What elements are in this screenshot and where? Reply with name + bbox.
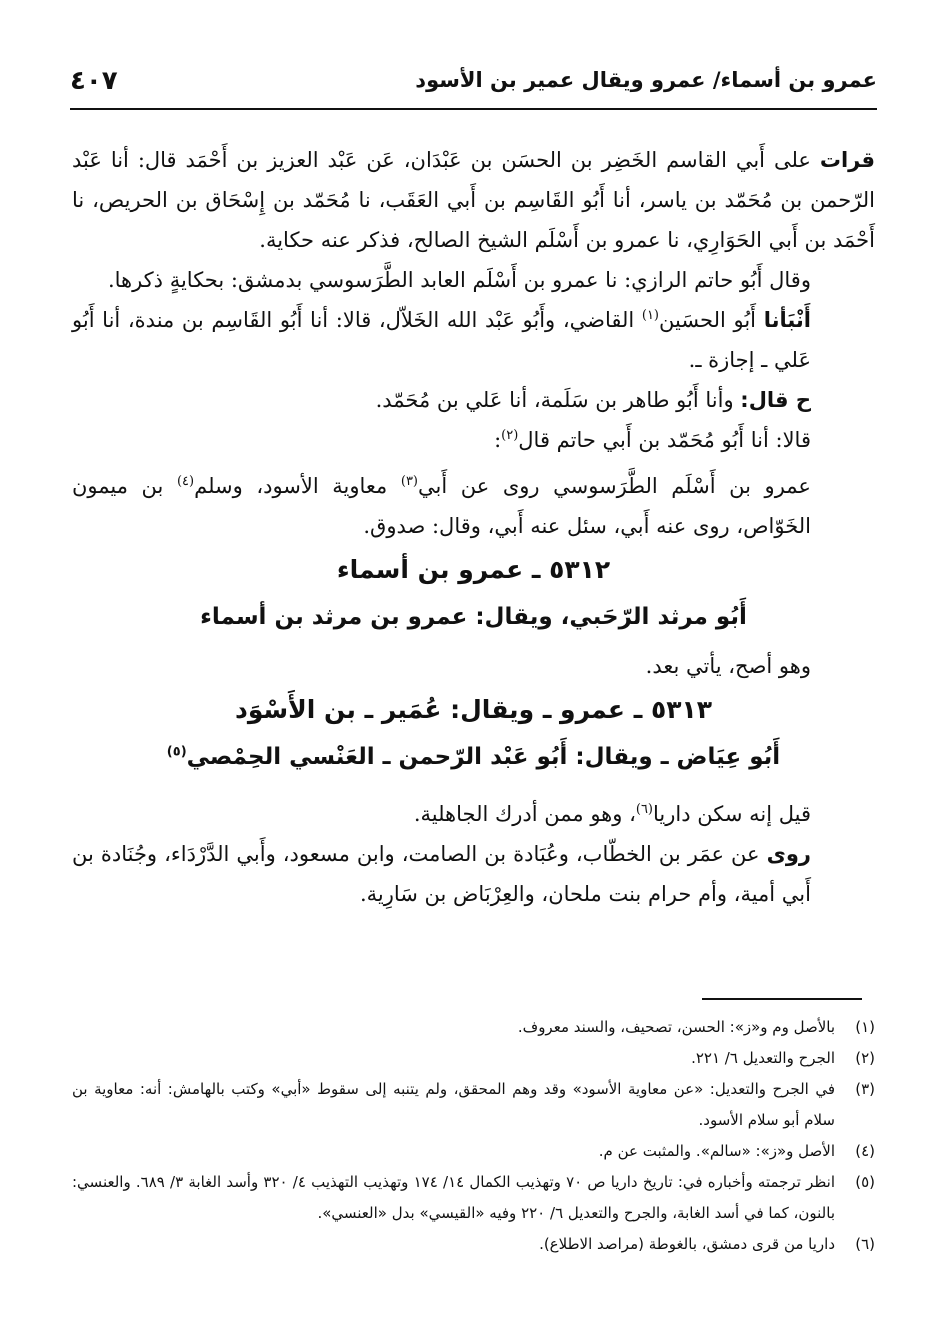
footnote <box>72 1074 875 1136</box>
paragraph-lead: روى <box>766 842 811 866</box>
footnote <box>72 1167 875 1229</box>
paragraph-lead: ح قال: <box>740 388 811 412</box>
running-title: عمرو بن أسماء/ عمرو ويقال عمير بن الأسود <box>415 68 877 92</box>
footnote <box>72 1043 875 1074</box>
entry-title: ٥٣١٣ ـ عمرو ـ ويقال: عُمَير ـ بن الأَسْوَد <box>235 695 712 724</box>
paragraph <box>72 420 875 460</box>
footnote-number: (٤) <box>855 1142 875 1160</box>
paragraph <box>72 466 875 546</box>
paragraph-lead: قرات <box>819 148 875 172</box>
footnote <box>72 1012 875 1043</box>
footnote-marker: (١) <box>641 308 659 323</box>
footnote-text: الأصل و«ز»: «سالم». والمثبت عن م. <box>598 1142 835 1160</box>
paragraph-text: عن عمَر بن الخطّاب، وعُبَادة بن الصامت، وابن مسعود، وأَبي الدَّرْدَاء، وجُنَادة بن أَبي أمية، وأم حرام بنت ملحان، والعِرْبَاض بن سَارِية. <box>72 842 811 906</box>
entry-subtitle: أَبُو مرثد الرّحَبي، ويقال: عمرو بن مرثد بن أسماء <box>200 604 747 630</box>
footnote-marker: (٦) <box>635 802 653 817</box>
paragraph <box>72 834 875 914</box>
paragraph-text: وهو أصح، يأتي بعد. <box>645 654 811 678</box>
footnotes <box>72 1012 875 1260</box>
footnote-text: انظر ترجمته وأخباره في: تاريخ داريا ص ٧٠ وتهذيب الكمال ١٤/ ١٧٤ وتهذيب التهذيب ٤/ ٣٢٠ وأسد الغابة ٣/ ٦٨٩. والعنسي: بالنون، كما في أسد الغابة، والجرح والتعديل ٦/ ٢٢٠ وفيه «القيسي» بدل «العنسي». <box>72 1173 835 1222</box>
paragraph-text: ، وهو ممن أدرك الجاهلية. <box>413 802 636 826</box>
paragraph-text: وقال أَبُو حاتم الرازي: نا عمرو بن أَسْلَم العابد الطَّرَسوسي بدمشق: بحكايةٍ ذكرها. <box>107 268 811 292</box>
footnote-number: (٥) <box>855 1173 875 1191</box>
paragraph <box>72 794 875 834</box>
paragraph <box>72 646 875 686</box>
footnote-divider <box>702 998 862 1000</box>
entry-subtitle <box>72 734 875 780</box>
footnote <box>72 1229 875 1260</box>
paragraph-text: بن ميمون الخَوّاص، روى عنه أَبي، سئل عنه أَبي، وقال: صدوق. <box>72 474 811 538</box>
footnote-marker: (٣) <box>400 474 418 489</box>
paragraph-text: أَبُو الحسَين <box>659 308 757 332</box>
footnote-text: بالأصل وم و«ز»: الحسن، تصحيف، والسند معروف. <box>517 1018 835 1036</box>
footnote-number: (٣) <box>855 1080 875 1098</box>
paragraph-text: قيل إنه سكن داريا <box>653 802 811 826</box>
footnote <box>72 1136 875 1167</box>
page-number: ٤٠٧ <box>70 66 118 96</box>
page-header <box>70 58 877 110</box>
footnote-marker: (٥) <box>166 744 187 760</box>
footnote-text: الجرح والتعديل ٦/ ٢٢١. <box>691 1049 835 1067</box>
paragraph-text: : <box>494 428 502 452</box>
paragraph <box>72 260 875 300</box>
paragraph <box>72 380 875 420</box>
main-text <box>72 140 875 914</box>
paragraph-text: قالا: أنا أَبُو مُحَمّد بن أَبي حاتم قال <box>518 428 811 452</box>
entry-subtitle-text: أَبُو عِيَاض ـ ويقال: أَبُو عَبْد الرّحمن ـ العَنْسي الحِمْصي <box>186 744 781 770</box>
footnote-number: (٢) <box>855 1049 875 1067</box>
paragraph-text: على أَبي القاسم الخَضِر بن الحسَن بن عَبْدَان، عَن عَبْد العزيز بن أَحْمَد قال: أنا عَبْد الرّحمن بن مُحَمّد بن ياسر، أنا أَبُو القَاسِم بن أَبي العَقَب، نا مُحَمّد بن إِسْحَاق بن الحريص، نا أَحْمَد بن أَبي الحَوَارِي، نا عمرو بن أَسْلَم الشيخ الصالح، فذكر عنه حكاية. <box>72 148 875 252</box>
footnote-marker: (٢) <box>501 428 519 443</box>
footnote-marker: (٤) <box>176 474 195 489</box>
paragraph <box>72 300 875 380</box>
paragraph-text: وأنا أَبُو طاهر بن سَلَمة، أنا عَلي بن مُحَمّد. <box>375 388 734 412</box>
footnote-text: في الجرح والتعديل: «عن معاوية الأسود» وقد وهم المحقق، ولم يتنبه إلى سقوط «أبي» وكتب بالهامش: أنه: معاوية بن سلام أبو سلام الأسود. <box>72 1080 835 1129</box>
entry-title: ٥٣١٢ ـ عمرو بن أسماء <box>336 555 611 584</box>
paragraph-text: القاضي، وأَبُو عَبْد الله الخَلاّل، قالا: أنا أَبُو القَاسِم بن مندة، أنا أَبُو عَلي ـ إجازة ـ. <box>72 308 811 372</box>
footnote-number: (٦) <box>855 1235 875 1253</box>
paragraph <box>72 140 875 260</box>
paragraph-text: معاوية الأسود، وسلم <box>194 474 388 498</box>
footnote-text: داريا من قرى دمشق، بالغوطة (مراصد الاطلاع). <box>539 1235 835 1253</box>
footnote-number: (١) <box>855 1018 875 1036</box>
paragraph-lead: أَنْبَأنا <box>763 308 811 332</box>
paragraph-text: عمرو بن أَسْلَم الطَّرَسوسي روى عن أَبي <box>418 474 811 498</box>
